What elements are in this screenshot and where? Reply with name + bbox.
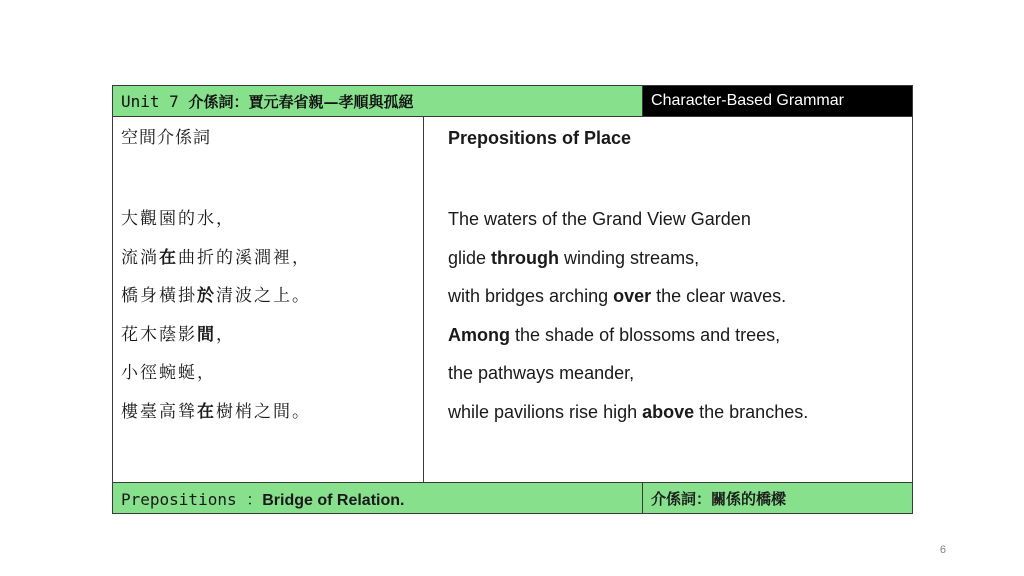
english-line-1: The waters of the Grand View Garden [448, 209, 751, 229]
unit-label: Unit 7 [121, 91, 189, 111]
english-line-6: while pavilions rise high above the branches. [448, 401, 809, 422]
english-line-3: with bridges arching over the clear waves. [448, 286, 787, 306]
english-line-5: the pathways meander, [448, 363, 635, 383]
english-text-cell [424, 117, 913, 483]
footer-english-cell [113, 483, 643, 514]
header-row [113, 86, 913, 117]
footer-row [113, 483, 913, 514]
lesson-table [112, 85, 913, 514]
footer-chinese-label: 介係詞：關係的橋樑 [651, 489, 787, 508]
english-line-2: glide through winding streams, [448, 247, 700, 268]
chinese-line-4: 花木蔭影間， [121, 324, 235, 345]
chinese-text-cell [113, 117, 424, 483]
chinese-line-1: 大觀園的水， [121, 209, 235, 229]
footer-bridge-label: Bridge of Relation. [262, 491, 405, 509]
chinese-line-6: 樓臺高聳在樹梢之間。 [121, 401, 311, 422]
body-row [113, 117, 913, 483]
page-number: 6 [939, 544, 946, 556]
chinese-line-3: 橋身橫掛於清波之上。 [121, 286, 311, 306]
unit-title-cell [113, 86, 643, 117]
chinese-line-2: 流淌在曲折的溪澗裡， [121, 247, 311, 268]
unit-title-zh: 介係詞：賈元春省親—孝順與孤絕 [188, 92, 414, 111]
footer-prepositions-label: Prepositions ： [121, 489, 263, 509]
grammar-label-cell [643, 86, 913, 117]
chinese-section-title: 空間介係詞 [121, 128, 211, 148]
english-section-title: Prepositions of Place [448, 128, 632, 148]
chinese-line-5: 小徑蜿蜒， [121, 363, 216, 383]
footer-chinese-cell [643, 483, 913, 514]
english-line-4: Among the shade of blossoms and trees, [448, 324, 781, 345]
grammar-label: Character-Based Grammar [651, 92, 844, 109]
